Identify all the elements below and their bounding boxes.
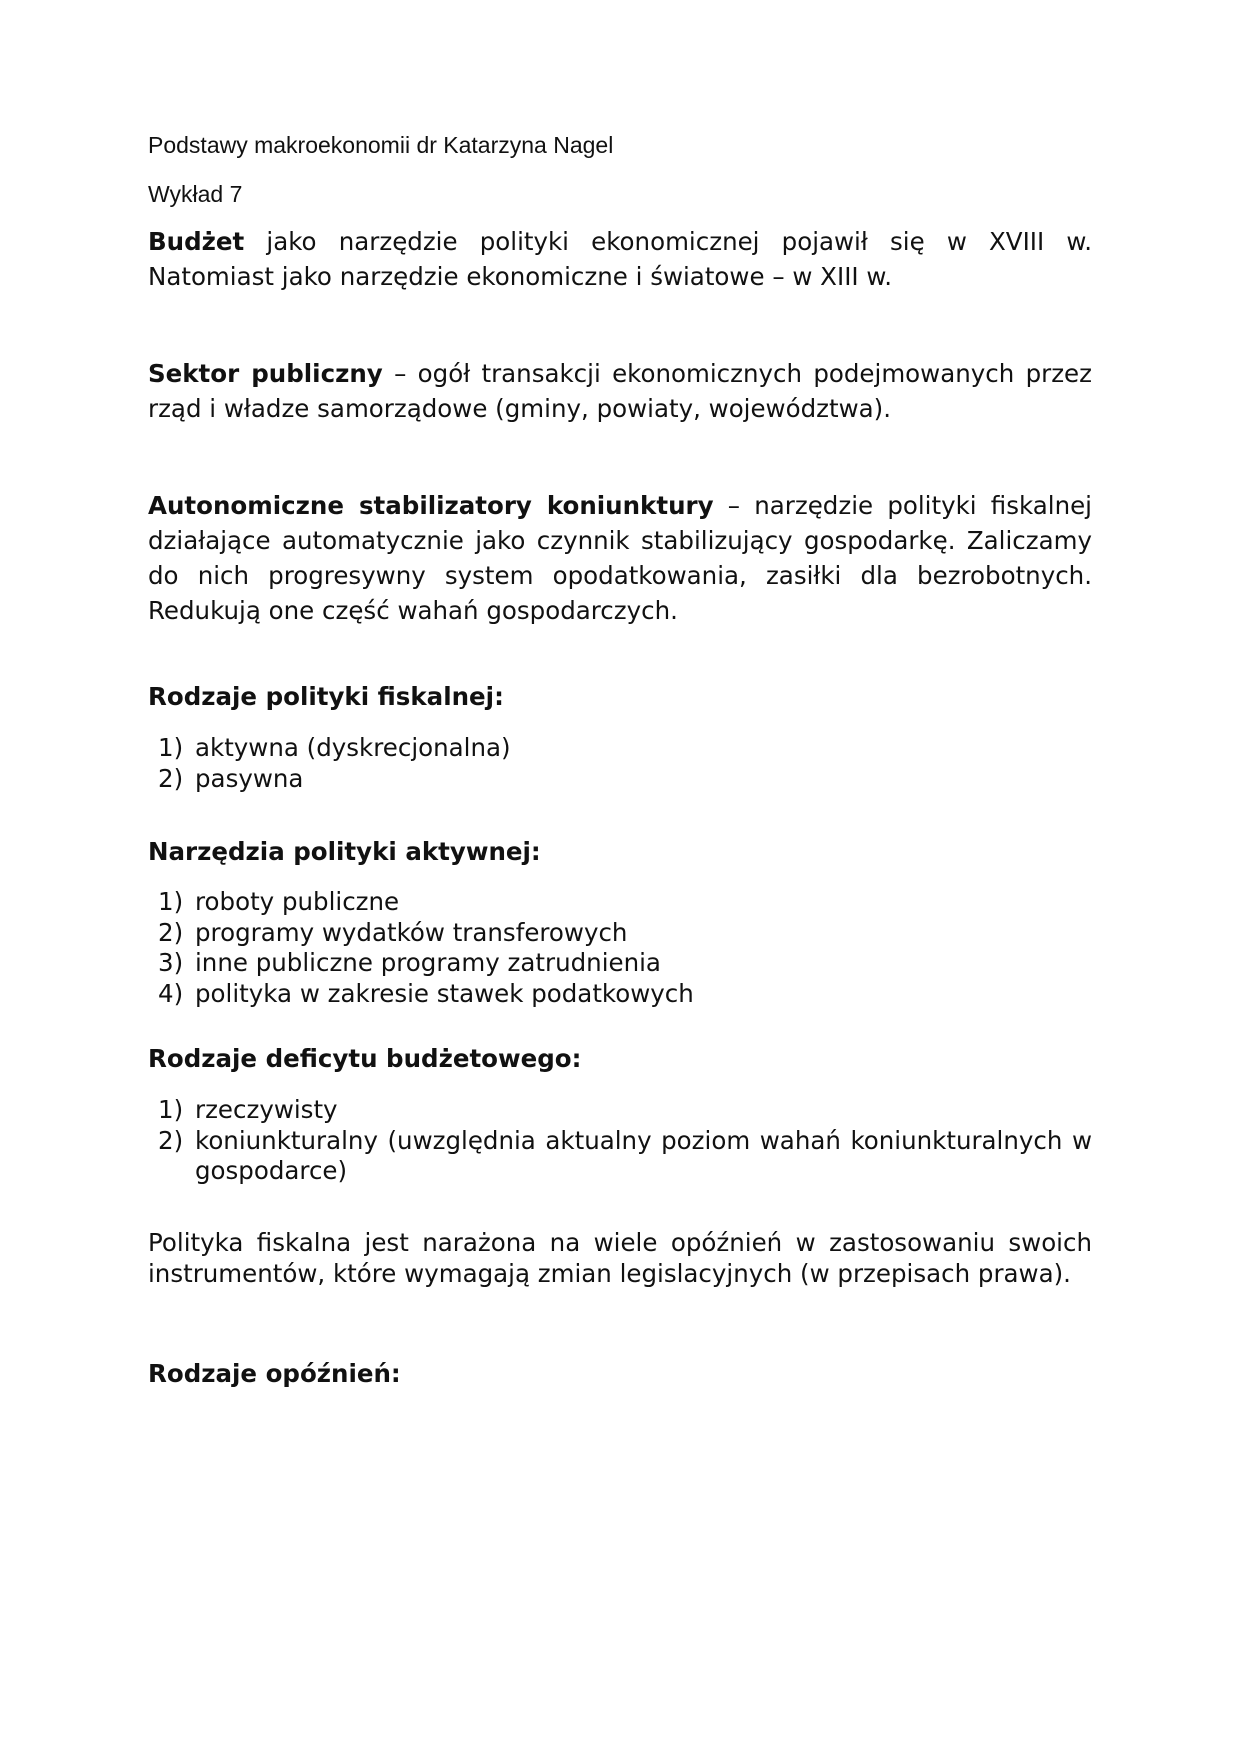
list-item-text: roboty publiczne bbox=[195, 887, 400, 916]
definition-sektor-publiczny: – ogół transakcji ekonomicznych podejmowanych przez rząd i władze samorządowe (gminy, powiaty, województwa). bbox=[148, 359, 1092, 423]
list-item-number: 1) bbox=[158, 733, 184, 762]
list-item-text: aktywna (dyskrecjonalna) bbox=[195, 733, 511, 762]
term-stabilizatory: Autonomiczne stabilizatory koniunktury bbox=[148, 491, 714, 520]
list-item-number: 1) bbox=[158, 887, 184, 916]
list-rodzaje-polityki bbox=[158, 733, 1092, 794]
lecture-number: Wykład 7 bbox=[148, 181, 243, 207]
list-item-text: inne publiczne programy zatrudnienia bbox=[195, 948, 661, 977]
heading-rodzaje-opoznien: Rodzaje opóźnień: bbox=[148, 1359, 401, 1388]
term-budzet: Budżet bbox=[148, 227, 245, 256]
list-item-number: 2) bbox=[158, 917, 184, 947]
list-item bbox=[158, 764, 1092, 795]
list-deficyt bbox=[158, 1095, 1092, 1187]
list-item bbox=[158, 1126, 1092, 1187]
list-item bbox=[158, 1095, 1092, 1126]
list-item bbox=[158, 979, 1092, 1010]
list-item-text: polityka w zakresie stawek podatkowych bbox=[195, 978, 694, 1008]
heading-rodzaje-polityki: Rodzaje polityki fiskalnej: bbox=[148, 682, 504, 711]
definition-stabilizatory: – narzędzie polityki fiskalnej działające automatycznie jako czynnik stabilizujący gospodarkę. Zaliczamy do nich progresywny system opodatkowania, zasiłki dla bezrobotnych. Redukują one część wahań gospodarczych. bbox=[148, 491, 1092, 625]
list-item-number: 2) bbox=[158, 1125, 184, 1155]
list-item bbox=[158, 918, 1092, 949]
list-item-text: koniunkturalny (uwzględnia aktualny poziom wahań koniunkturalnych w gospodarce) bbox=[195, 1125, 1092, 1185]
list-narzedzia bbox=[158, 887, 1092, 1009]
term-sektor-publiczny: Sektor publiczny bbox=[148, 359, 383, 388]
list-item-text: pasywna bbox=[195, 763, 304, 793]
paragraph-opoznienia: Polityka fiskalna jest narażona na wiele opóźnień w zastosowaniu swoich instrumentów, które wymagają zmian legislacyjnych (w przepisach prawa). bbox=[148, 1228, 1092, 1288]
list-item-text: programy wydatków transferowych bbox=[195, 917, 628, 947]
list-item-number: 2) bbox=[158, 763, 184, 793]
heading-deficyt: Rodzaje deficytu budżetowego: bbox=[148, 1044, 582, 1073]
list-item bbox=[158, 948, 1092, 979]
paragraph-stabilizatory bbox=[148, 488, 1092, 628]
list-item bbox=[158, 733, 1092, 764]
list-item bbox=[158, 887, 1092, 918]
heading-narzedzia: Narzędzia polityki aktywnej: bbox=[148, 837, 541, 866]
paragraph-budzet bbox=[148, 224, 1092, 294]
list-item-number: 1) bbox=[158, 1095, 184, 1124]
paragraph-sektor-publiczny bbox=[148, 356, 1092, 426]
definition-budzet: jako narzędzie polityki ekonomicznej pojawił się w XVIII w. Natomiast jako narzędzie ekonomiczne i światowe – w XIII w. bbox=[148, 227, 1092, 291]
course-title: Podstawy makroekonomii dr Katarzyna Nagel bbox=[148, 132, 614, 158]
list-item-number: 4) bbox=[158, 978, 184, 1008]
list-item-text: rzeczywisty bbox=[195, 1095, 338, 1124]
list-item-number: 3) bbox=[158, 948, 184, 977]
